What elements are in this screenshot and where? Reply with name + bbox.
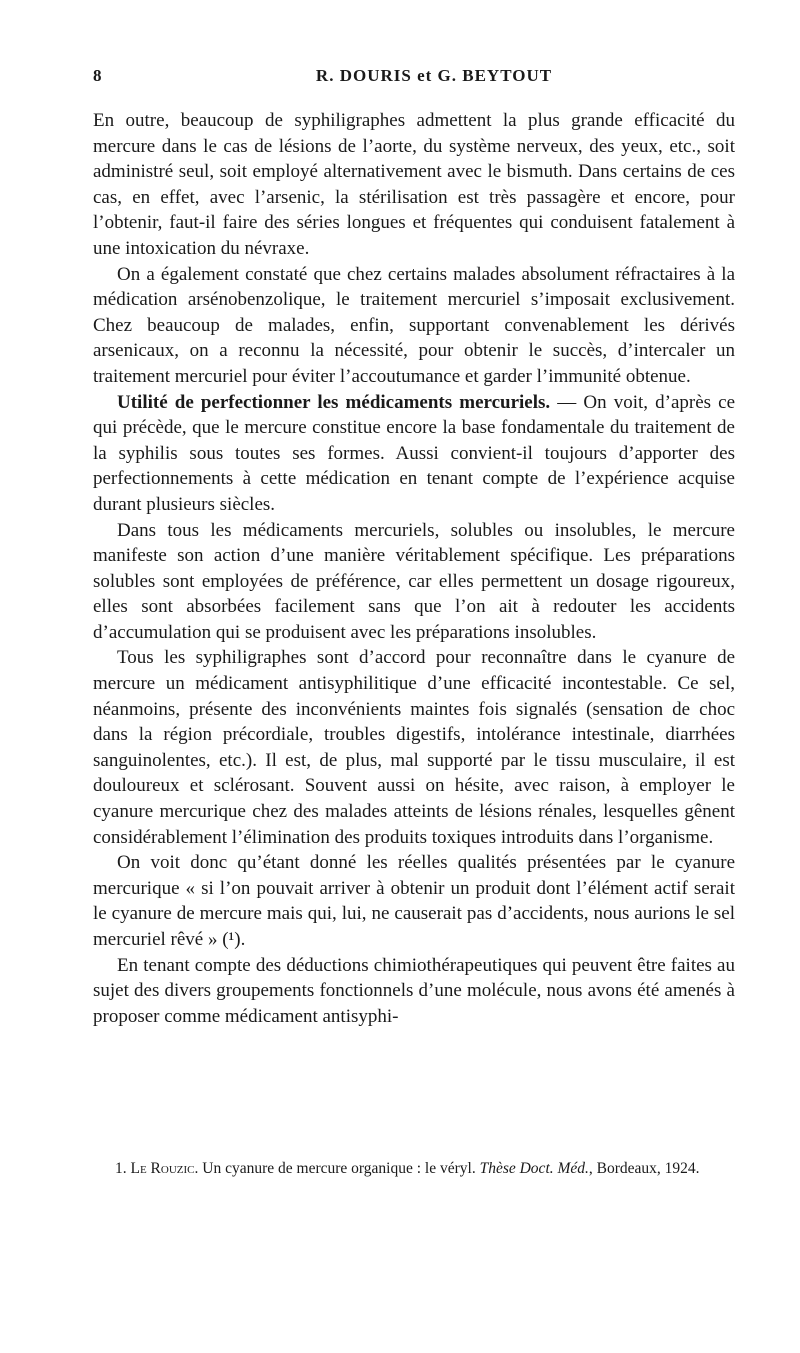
paragraph-1: En outre, beaucoup de syphiligraphes admettent la plus grande efficacité du mercure dans le cas de lésions de l’aorte, du système nerveux, des yeux, etc., soit administré seul, soit employé alternativement avec le bismuth. Dans certains de ces cas, en effet, avec l’arsenic, la stérilisation est très passagère et encore, pour l’obtenir, faut-il faire des séries longues et fréquentes qui conduisent fatalement à une intoxication du névraxe.: [93, 110, 735, 259]
section-heading: Utilité de perfectionner les médicaments mercuriels.: [117, 391, 551, 413]
footnote-1: [93, 1157, 735, 1181]
page-header: [93, 66, 735, 94]
footnote-place-year: , Bordeaux, 1924.: [588, 1160, 700, 1177]
footnote-title: Un cyanure de mercure organique : le véryl.: [198, 1160, 480, 1177]
footnote-number: 1.: [115, 1160, 127, 1177]
paragraph-4: Dans tous les médicaments mercuriels, solubles ou insolubles, le mercure manifeste son action d’une manière véritablement spécifique. Les préparations solubles sont employées de préférence, car elles permettent un dosage rigoureux, elles sont absorbées facilement sans que l’on ait à redouter les accidents d’accumulation qui se produisent avec les préparations insolubles.: [93, 519, 735, 643]
paragraph-6: On voit donc qu’étant donné les réelles qualités présentées par le cyanure mercurique « si l’on pouvait arriver à obtenir un produit dont l’élément actif serait le cyanure de mercure mais qui, lui, ne causerait pas d’accidents, nous aurions le sel mercuriel rêvé » (¹).: [93, 852, 735, 950]
paragraph-2: On a également constaté que chez certains malades absolument réfractaires à la médication arsénobenzolique, le traitement mercuriel s’imposait exclusivement. Chez beaucoup de malades, enfin, supportant convenablement les dérivés arsenicaux, on a reconnu la nécessité, pour obtenir le succès, d’intercaler un traitement mercuriel pour éviter l’accoutumance et garder l’immunité obtenue.: [93, 263, 735, 387]
paragraph-5: Tous les syphiligraphes sont d’accord pour reconnaître dans le cyanure de mercure un médicament antisyphilitique d’une efficacité incontestable. Ce sel, néanmoins, présente des inconvénients maintes fois signalés (sensation de choc dans la région précordiale, troubles digestifs, intolérance intestinale, diarrhées sanguinolentes, etc.). Il est, de plus, mal supporté par le tissu musculaire, il est douloureux et sclérosant. Souvent aussi on hésite, avec raison, à employer le cyanure mercurique chez des malades atteints de lésions rénales, lesquelles gênent considérablement l’élimination des produits toxiques introduits dans l’organisme.: [93, 647, 735, 848]
page: [93, 66, 735, 1029]
footnotes: [93, 1157, 735, 1181]
footnote-source: Thèse Doct. Méd.: [479, 1160, 589, 1177]
body-text: [93, 108, 735, 1029]
page-number: 8: [93, 66, 102, 85]
footnote-author: Le Rouzic.: [130, 1160, 199, 1177]
paragraph-3-text: — On voit, d’après ce qui précède, que le mercure constitue encore la base fondamentale du traitement de la syphilis sous toutes ses formes. Aussi convient-il toujours d’apporter des perfectionnements à cette médication en tenant compte de l’expérience acquise durant plusieurs siècles.: [93, 391, 735, 515]
paragraph-7: En tenant compte des déductions chimiothérapeutiques qui peuvent être faites au sujet des divers groupements fonctionnels d’une molécule, nous avons été amenés à proposer comme médicament antisyphi-: [93, 954, 735, 1027]
running-title: R. DOURIS et G. BEYTOUT: [315, 66, 553, 85]
paragraph-3: [93, 390, 735, 518]
